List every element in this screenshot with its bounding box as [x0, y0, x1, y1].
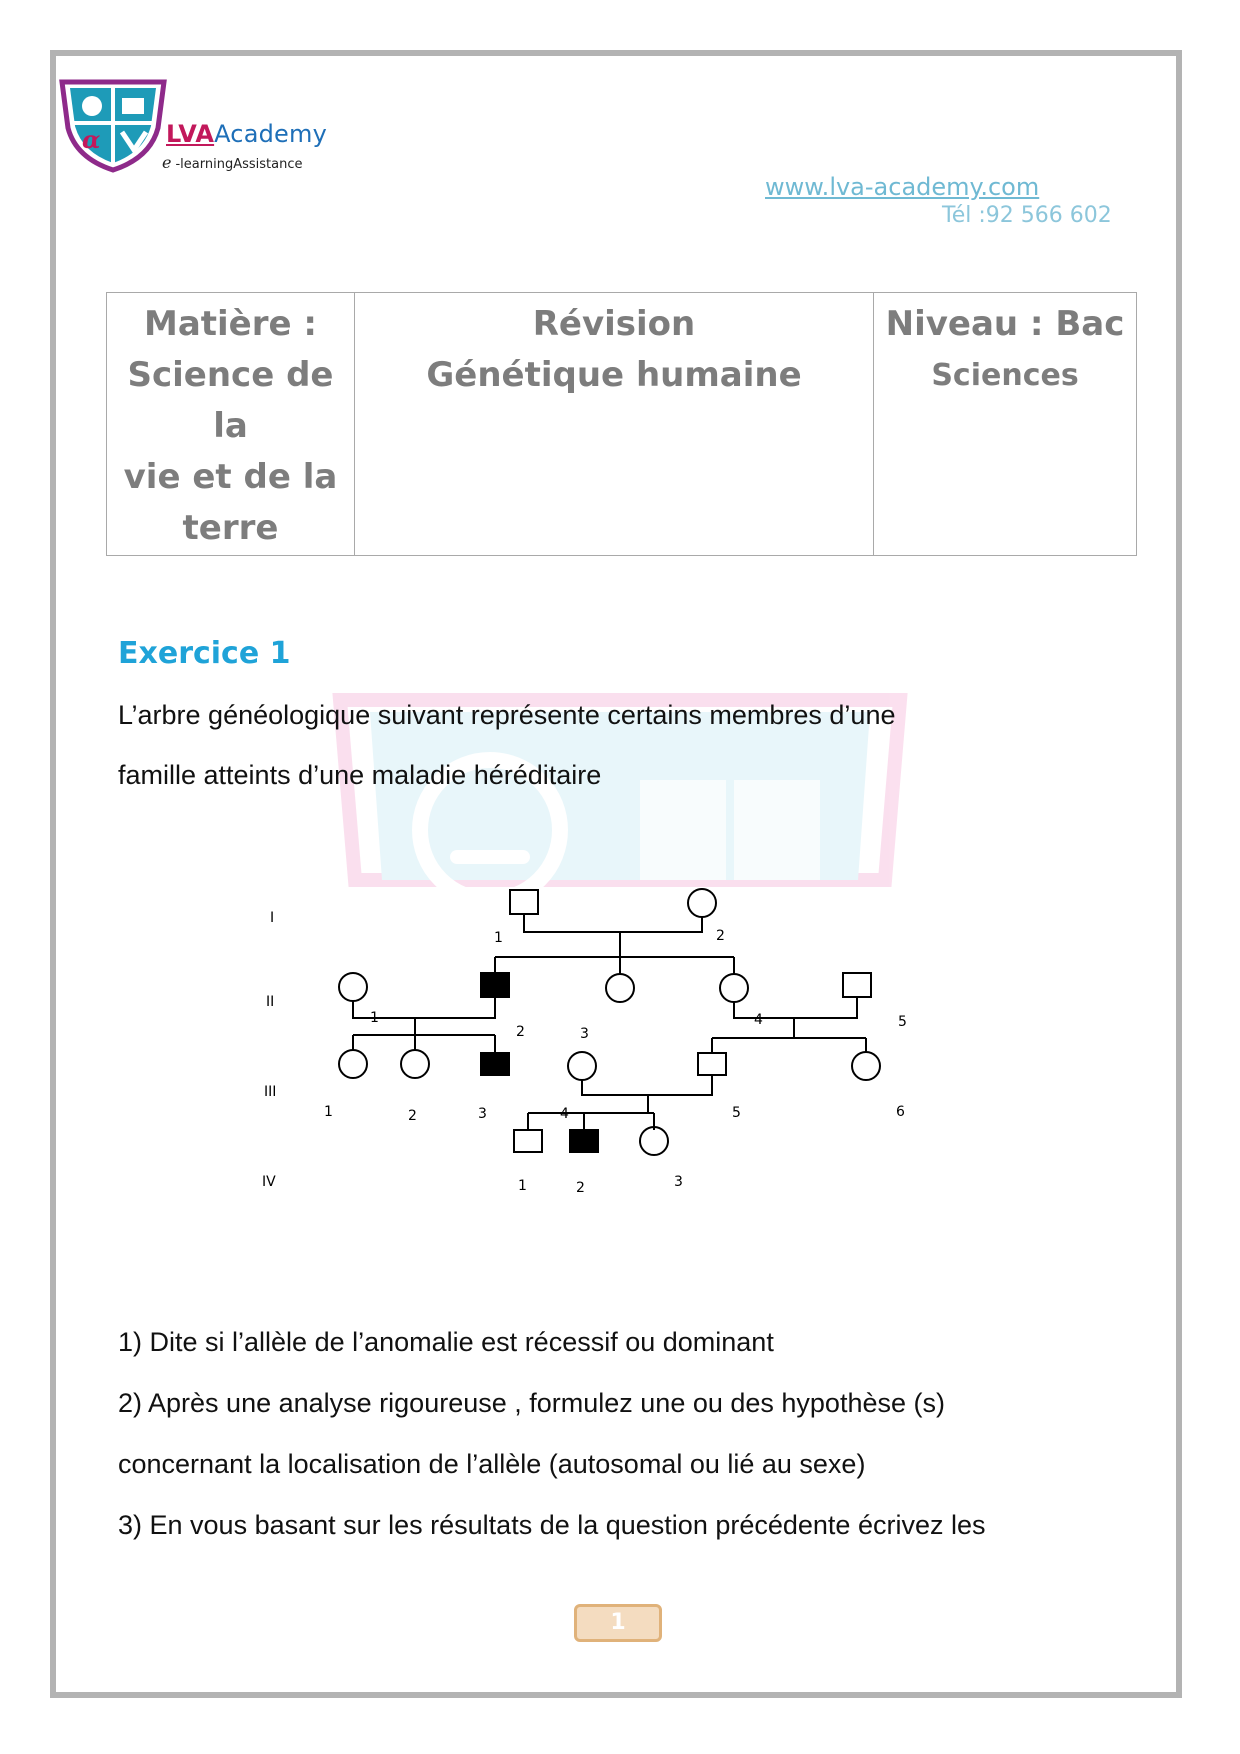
generation-label: III [264, 1084, 277, 1100]
pedigree-male-I1 [510, 890, 538, 914]
pedigree-female-IV3 [640, 1127, 668, 1155]
individual-label: 3 [674, 1174, 683, 1190]
pedigree-female-II4 [720, 974, 748, 1002]
brand-tagline [162, 153, 302, 172]
pedigree-male-IV1 [514, 1130, 542, 1152]
individual-label: 3 [478, 1106, 487, 1122]
pedigree-male-III5 [698, 1053, 726, 1075]
pedigree-female-I2 [688, 889, 716, 917]
individual-label: 6 [896, 1104, 905, 1120]
level-line: Niveau : Bac [885, 304, 1125, 344]
pedigree-male-II5 [843, 973, 871, 997]
question-line: 1) Dite si l’allèle de l’anomalie est récessif ou dominant [118, 1327, 774, 1357]
title-line: Révision [532, 304, 696, 344]
pedigree-female-III4 [568, 1052, 596, 1080]
pedigree-female-II1 [339, 973, 367, 1001]
individual-label: 4 [560, 1106, 569, 1122]
individual-label: 1 [518, 1178, 527, 1194]
level-cell [874, 293, 1137, 556]
subject-cell [107, 293, 355, 556]
individual-label: 3 [580, 1026, 589, 1042]
exercise-intro-line: L’arbre généologique suivant représente certains membres d’une [118, 700, 896, 730]
pedigree-female-III6 [852, 1052, 880, 1080]
exercise-intro-line: famille atteints d’une maladie héréditaire [118, 760, 602, 790]
individual-label: 1 [324, 1104, 333, 1120]
generation-label: I [270, 910, 275, 926]
pedigree-affected-male-III3 [481, 1053, 509, 1075]
brand-lva: LVA [166, 120, 215, 148]
pedigree-female-III1 [339, 1050, 367, 1078]
individual-label: 1 [370, 1010, 379, 1026]
subject-line: vie et de la [123, 457, 338, 497]
brand-name [166, 120, 327, 148]
subject-line: Matière : [143, 304, 317, 344]
title-line: Génétique humaine [426, 355, 802, 395]
exercise-title: Exercice 1 [118, 636, 291, 671]
tagline-text: -learningAssistance [175, 157, 303, 172]
pedigree-diagram [262, 870, 960, 1240]
pedigree-affected-male-IV2 [570, 1130, 598, 1152]
pedigree-female-III2 [401, 1050, 429, 1078]
website-link[interactable]: www.lva-academy.com [765, 173, 1040, 201]
individual-label: 4 [754, 1012, 763, 1028]
title-cell [355, 293, 874, 556]
question-line: concernant la localisation de l’allèle (autosomal ou lié au sexe) [118, 1449, 866, 1479]
brand-academy: Academy [214, 120, 327, 148]
subject-line: terre [182, 508, 279, 548]
level-subline: Sciences [931, 358, 1079, 393]
page-number: 1 [574, 1604, 662, 1642]
lva-academy-logo [58, 78, 168, 172]
individual-label: 1 [494, 930, 503, 946]
individual-label: 2 [516, 1024, 525, 1040]
generation-label: IV [262, 1174, 276, 1190]
course-info-table [106, 292, 1137, 556]
individual-label: 2 [716, 928, 725, 944]
individual-label: 2 [408, 1108, 417, 1124]
individual-label: 5 [898, 1014, 907, 1030]
phone-number: Tél :92 566 602 [942, 203, 1112, 228]
pedigree-female-II3 [606, 974, 634, 1002]
question-line: 3) En vous basant sur les résultats de la question précédente écrivez les [118, 1510, 986, 1540]
svg-text:α: α [82, 125, 101, 154]
question-line: 2) Après une analyse rigoureuse , formulez une ou des hypothèse (s) [118, 1388, 945, 1418]
subject-line: Science de la [127, 355, 334, 446]
pedigree-affected-male-II2 [481, 973, 509, 997]
generation-label: II [266, 994, 275, 1010]
individual-label: 2 [576, 1180, 585, 1196]
tagline-e: e [162, 153, 172, 172]
individual-label: 5 [732, 1105, 741, 1121]
